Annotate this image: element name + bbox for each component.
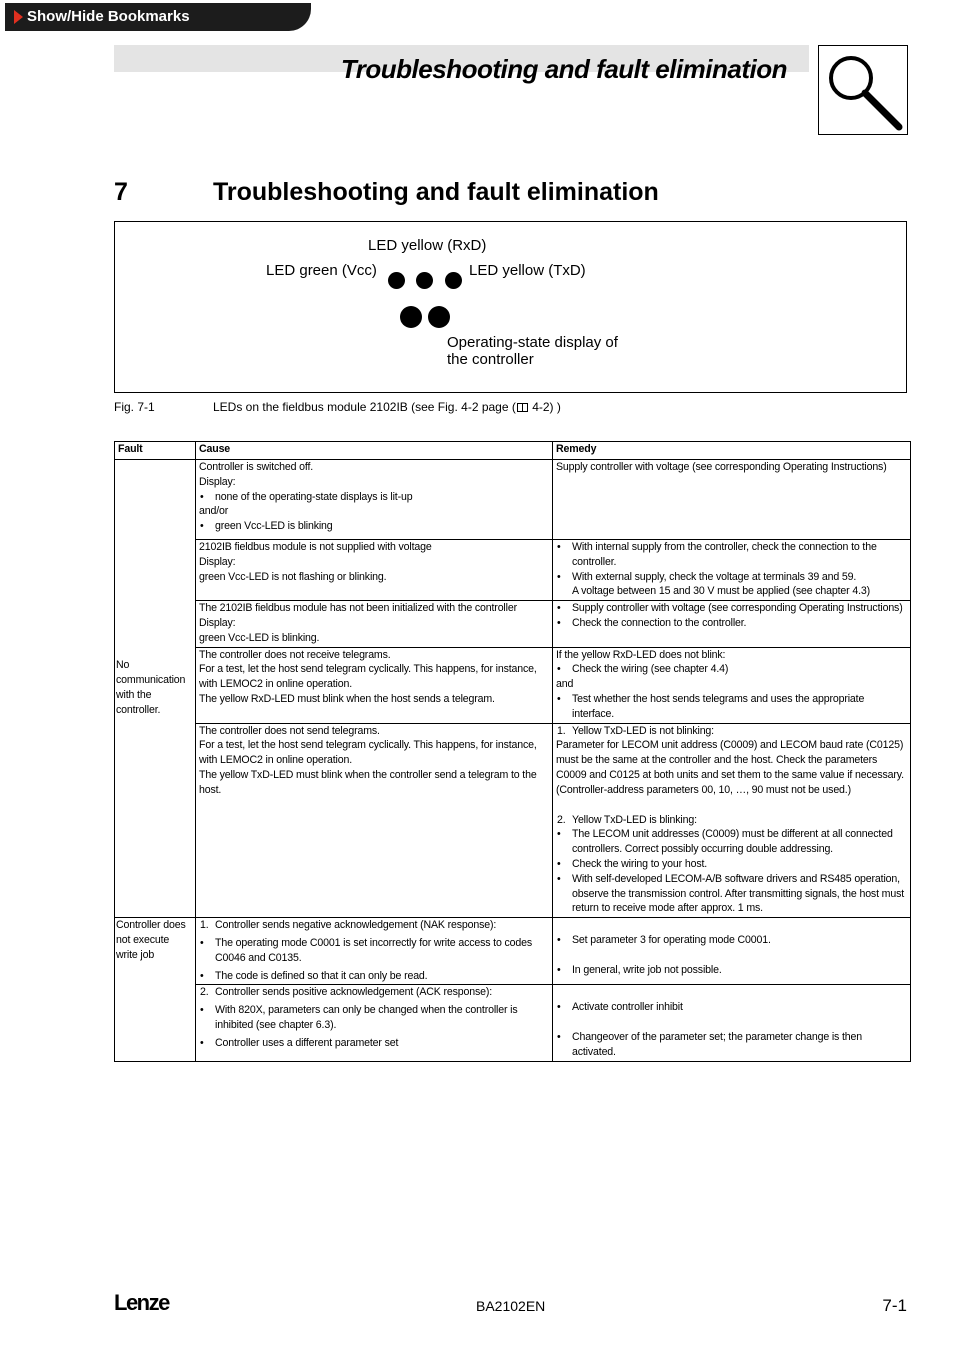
cause-text: Display: — [199, 555, 236, 568]
cause-text: green Vcc-LED is not flashing or blinking. — [199, 570, 387, 583]
fault-table — [114, 441, 911, 1062]
cause-text: For a test, let the host send telegram cyclically. This happens, for instance, with LEMOC2 in online operation. — [199, 663, 537, 691]
cause-text: The 2102IB fieldbus module has not been initialized with the controller — [199, 602, 517, 615]
remedy-bullet: • Set parameter 3 for operating mode C0001. — [556, 933, 908, 948]
cause-text: Controller is switched off. — [199, 461, 314, 473]
cause-numbered — [199, 918, 550, 933]
remedy-number: 2. — [557, 813, 566, 826]
table-row — [115, 601, 911, 647]
book-icon — [517, 403, 528, 412]
remedy-text: Yellow TxD-LED is not blinking: — [572, 724, 714, 737]
remedy-bullet: • Changeover of the parameter set; the parameter change is then activated. — [556, 1030, 908, 1060]
cause-cell — [196, 460, 553, 540]
remedy-text: If the yellow RxD-LED does not blink: — [556, 648, 726, 661]
header-title: Troubleshooting and fault elimination — [340, 54, 787, 84]
table-row — [115, 460, 911, 540]
cause-text: The yellow RxD-LED must blink when the host sends a telegram. — [199, 692, 495, 705]
remedy-bullet: • Activate controller inhibit — [556, 1000, 908, 1015]
cause-cell — [196, 985, 553, 1061]
remedy-bullet: • Check the wiring (see chapter 4.4) — [556, 662, 908, 677]
figure-caption-number: Fig. 7-1 — [114, 400, 155, 414]
cause-bullet: • none of the operating-state displays is lit-up — [199, 490, 550, 505]
remedy-bullet: • In general, write job not possible. — [556, 963, 908, 978]
label-led-rxd: LED yellow (RxD) — [368, 237, 487, 254]
remedy-cell — [553, 460, 911, 540]
label-op-state-2: the controller — [447, 351, 534, 368]
table-header-row — [115, 442, 911, 460]
remedy-cell — [553, 540, 911, 601]
led-vcc — [388, 272, 405, 289]
table-row — [115, 647, 911, 723]
cause-bullet: • green Vcc-LED is blinking — [199, 519, 550, 534]
remedy-text: and — [556, 678, 574, 691]
chapter-title: Troubleshooting and fault elimination — [213, 178, 659, 206]
page-number: 7-1 — [882, 1296, 907, 1315]
cause-number: 1. — [200, 919, 209, 932]
remedy-numbered — [556, 724, 908, 739]
cause-text: Controller sends negative acknowledgement (NAK response): — [215, 919, 497, 932]
cause-bullet: • The code is defined so that it can only be read. — [199, 969, 550, 984]
remedy-cell — [553, 918, 911, 985]
cause-text: The yellow TxD-LED must blink when the controller send a telegram to the host. — [199, 768, 537, 796]
cause-text: and/or — [199, 505, 229, 518]
magnifier-icon — [818, 45, 908, 135]
remedy-cell — [553, 985, 911, 1061]
remedy-cell — [553, 647, 911, 723]
header-fault: Fault — [115, 442, 196, 460]
document-id: BA2102EN — [476, 1298, 546, 1314]
remedy-text: Supply controller with voltage (see corresponding Operating Instructions) — [556, 461, 887, 473]
remedy-numbered — [556, 813, 908, 828]
remedy-bullet — [556, 570, 908, 600]
cause-text: green Vcc-LED is blinking. — [199, 631, 320, 644]
cause-text: Controller sends positive acknowledgement (ACK response): — [215, 986, 493, 999]
remedy-bullet: • Supply controller with voltage (see corresponding Operating Instructions) — [556, 601, 908, 616]
remedy-text: Parameter for LECOM unit address (C0009) and LECOM baud rate (C0125) must be the same at the controller and the host. Check the parameters C0009 and C0125 at both units and set them to the same value if necessary.(Controller-address parameters 00, 10, …, 90 must not be used.) — [556, 739, 904, 796]
cause-cell — [196, 723, 553, 918]
cause-text: The controller does not receive telegrams. — [199, 648, 391, 661]
figure-box — [114, 221, 907, 393]
table-row — [115, 723, 911, 918]
led-rxd — [416, 272, 433, 289]
caption-text-after: 4-2) ) — [528, 400, 561, 414]
cause-text: For a test, let the host send telegram cyclically. This happens, for instance, with LEMOC2 in online operation. — [199, 739, 537, 767]
cause-cell — [196, 540, 553, 601]
cause-text: 2102IB fieldbus module is not supplied with voltage — [199, 541, 432, 553]
remedy-bullet: • With internal supply from the controller, check the connection to the controller. — [556, 540, 908, 570]
remedy-bullet: • Check the connection to the controller. — [556, 616, 908, 631]
remedy-text: Yellow TxD-LED is blinking: — [572, 813, 697, 826]
cause-text: The controller does not send telegrams. — [199, 724, 380, 737]
remedy-cell — [553, 723, 911, 918]
remedy-text: • With external supply, check the voltage at terminals 39 and 59. — [572, 570, 857, 583]
show-hide-bookmarks-button[interactable] — [5, 3, 311, 31]
chapter-number: 7 — [114, 178, 128, 206]
label-op-state-1: Operating-state display of — [447, 334, 618, 351]
led-op-state-1 — [400, 306, 422, 328]
cause-text: Display: — [199, 475, 236, 488]
cause-bullet: • Controller uses a different parameter set — [199, 1036, 550, 1051]
led-txd — [445, 272, 462, 289]
figure-caption — [213, 400, 561, 414]
header-cause: Cause — [196, 442, 553, 460]
cause-cell — [196, 601, 553, 647]
show-hide-bookmarks-label: Show/Hide Bookmarks — [27, 8, 190, 25]
cause-text: Display: — [199, 616, 236, 629]
label-led-txd: LED yellow (TxD) — [469, 262, 586, 279]
lenze-logo: Lenze — [114, 1290, 169, 1315]
remedy-number: 1. — [557, 724, 566, 737]
cause-number: 2. — [200, 986, 209, 999]
cause-bullet: • The operating mode C0001 is set incorrectly for write access to codes C0046 and C0135. — [199, 936, 550, 966]
table-row — [115, 540, 911, 601]
table-row — [115, 918, 911, 985]
led-op-state-2 — [428, 306, 450, 328]
cause-cell — [196, 647, 553, 723]
triangle-right-icon — [14, 10, 23, 24]
table-row — [115, 985, 911, 1061]
fault-write-job: Controller does not execute write job — [115, 918, 196, 1062]
caption-text-before: LEDs on the fieldbus module 2102IB (see Fig. 4-2 page ( — [213, 400, 516, 414]
remedy-cell — [553, 601, 911, 647]
remedy-bullet: • With self-developed LECOM-A/B software drivers and RS485 operation, observe the transmission control. After transmitting signals, the host must return to receive mode after approx. 1 ms. — [556, 872, 908, 916]
header-remedy: Remedy — [553, 442, 911, 460]
remedy-bullet: • Check the wiring to your host. — [556, 857, 908, 872]
label-led-vcc: LED green (Vcc) — [266, 262, 377, 279]
remedy-bullet: • Test whether the host sends telegrams and uses the appropriate interface. — [556, 692, 908, 722]
cause-cell — [196, 918, 553, 985]
fault-no-communication: No communication with the controller. — [115, 460, 196, 918]
remedy-bullet: • The LECOM unit addresses (C0009) must be different at all connected controllers. Correct possibly occurring double addressing. — [556, 827, 908, 857]
remedy-text: A voltage between 15 and 30 V must be applied (see chapter 4.3) — [572, 585, 870, 598]
cause-numbered — [199, 985, 550, 1000]
cause-bullet: • With 820X, parameters can only be changed when the controller is inhibited (see chapter 6.3). — [199, 1003, 550, 1033]
